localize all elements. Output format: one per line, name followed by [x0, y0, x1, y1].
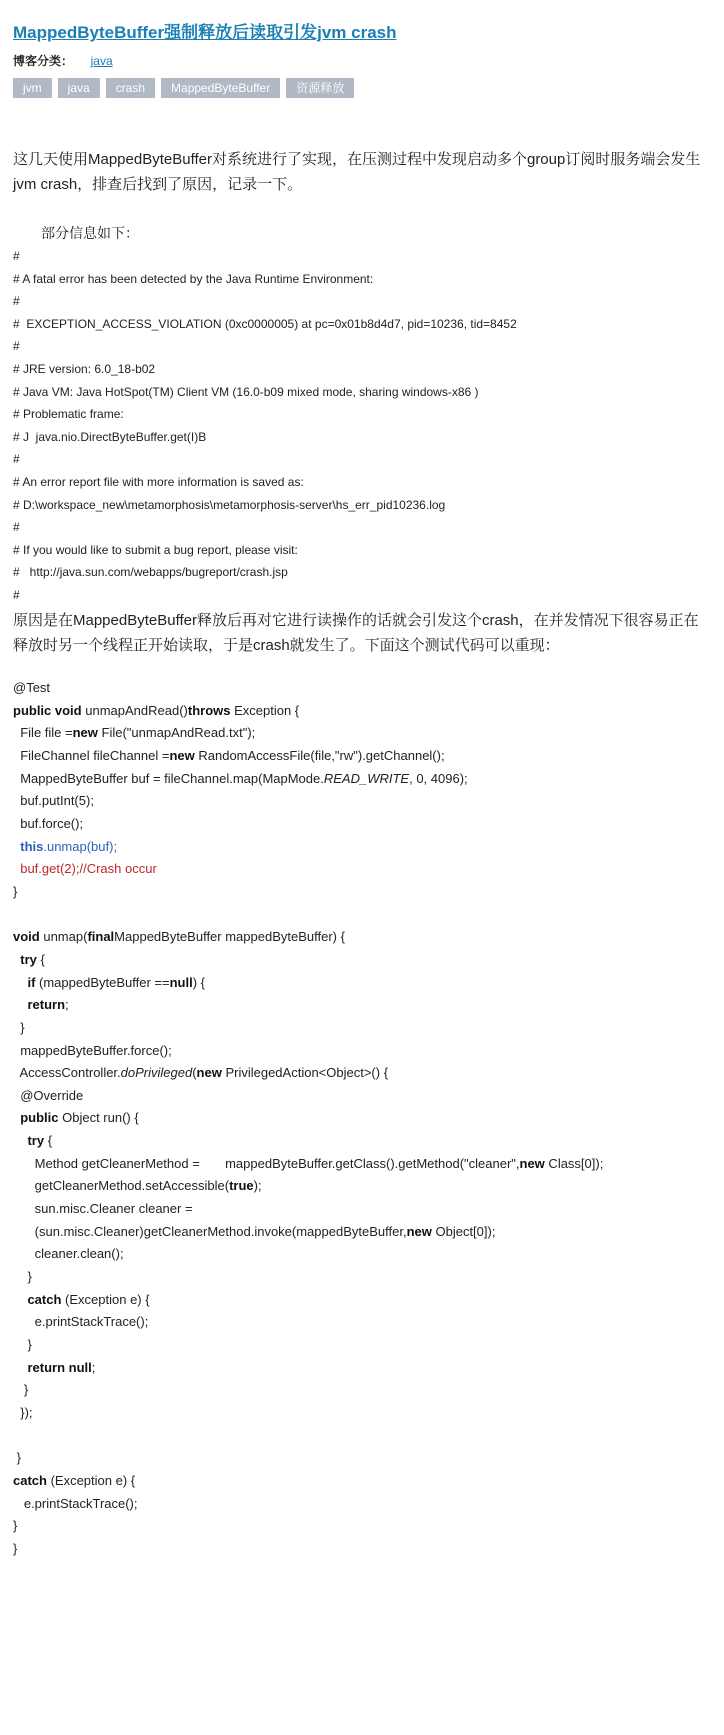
code-line: @Test: [13, 680, 51, 695]
tag-resource-release[interactable]: 资源释放: [286, 78, 354, 98]
code-line: try {: [20, 951, 45, 967]
log-line: #: [13, 339, 20, 354]
log-line: #: [13, 587, 20, 602]
code-line: }: [13, 883, 18, 899]
code-line: this.unmap(buf);: [20, 838, 118, 854]
code-line: AccessController.doPrivileged(new PrivilegedAction<Object>() {: [13, 1065, 389, 1081]
tag-list: [13, 78, 713, 98]
blog-post: [13, 22, 713, 1556]
code-line: }: [13, 1337, 32, 1353]
code-line: (sun.misc.Cleaner)getCleanerMethod.invoke(mappedByteBuffer,new Object[0]);: [13, 1223, 496, 1239]
code-line: }: [13, 1269, 32, 1285]
tag-java[interactable]: java: [58, 78, 100, 98]
code-line: buf.get(2);//Crash occur: [13, 861, 157, 877]
code-line: }: [13, 1382, 29, 1398]
code-line: try {: [27, 1133, 53, 1149]
code-line: if (mappedByteBuffer ==null) {: [27, 974, 205, 990]
log-line: # A fatal error has been detected by the Java Runtime Environment:: [13, 271, 374, 286]
code-block: [13, 677, 713, 1561]
log-line: #: [13, 452, 20, 467]
category-link[interactable]: java: [90, 54, 113, 68]
code-line: buf.force();: [13, 815, 84, 831]
log-line: # If you would like to submit a bug report, please visit:: [13, 542, 298, 557]
code-line: getCleanerMethod.setAccessible(true);: [13, 1178, 262, 1194]
category-row: [13, 52, 713, 70]
code-line: catch (Exception e) {: [13, 1472, 136, 1488]
log-line: # JRE version: 6.0_18-b02: [13, 361, 156, 376]
category-label: 博客分类：: [13, 54, 74, 68]
log-line: # J java.nio.DirectByteBuffer.get(I)B: [13, 429, 207, 444]
code-line: cleaner.clean();: [13, 1246, 124, 1262]
code-line-blank: [13, 904, 713, 927]
code-line: public void unmapAndRead()throws Exception {: [13, 702, 300, 718]
tag-crash[interactable]: crash: [106, 78, 155, 98]
log-line: # http://java.sun.com/webapps/bugreport/crash.jsp: [13, 565, 288, 580]
code-line: return null;: [27, 1359, 96, 1375]
crash-log: [13, 245, 713, 607]
log-line: # EXCEPTION_ACCESS_VIOLATION (0xc0000005) at pc=0x01b8d4d7, pid=10236, tid=8452: [13, 316, 517, 331]
code-line: }: [13, 1518, 18, 1534]
tag-mappedbytebuffer[interactable]: MappedByteBuffer: [161, 78, 280, 98]
log-line: #: [13, 249, 20, 263]
log-line: # Problematic frame:: [13, 407, 124, 422]
code-line: e.printStackTrace();: [13, 1495, 138, 1511]
log-line: #: [13, 294, 20, 309]
code-line: FileChannel fileChannel =new RandomAccessFile(file,"rw").getChannel();: [13, 747, 445, 763]
code-line: public Object run() {: [20, 1110, 139, 1126]
code-line: catch (Exception e) {: [27, 1291, 150, 1307]
log-line: # D:\workspace_new\metamorphosis\metamorphosis-server\hs_err_pid10236.log: [13, 497, 446, 512]
code-line: });: [13, 1405, 33, 1420]
code-line: File file =new File("unmapAndRead.txt");: [13, 725, 256, 741]
code-line: }: [13, 1540, 18, 1556]
code-line: sun.misc.Cleaner cleaner =: [13, 1201, 193, 1217]
code-line-blank: [13, 1425, 713, 1448]
info-heading: 部分信息如下：: [41, 225, 139, 241]
log-line: # Java VM: Java HotSpot(TM) Client VM (16.0-b09 mixed mode, sharing windows-x86 ): [13, 384, 479, 399]
code-line: MappedByteBuffer buf = fileChannel.map(MapMode.READ_WRITE, 0, 4096);: [13, 770, 468, 786]
code-line: Method getCleanerMethod = mappedByteBuffer.getClass().getMethod("cleaner",new Class[0]);: [13, 1155, 604, 1171]
code-line: e.printStackTrace();: [13, 1314, 149, 1330]
post-title[interactable]: MappedByteBuffer强制释放后读取引发jvm crash: [13, 23, 397, 42]
log-line: #: [13, 520, 20, 535]
code-line: }: [13, 1019, 25, 1035]
code-line: return;: [27, 997, 69, 1013]
code-line: void unmap(finalMappedByteBuffer mappedByteBuffer) {: [13, 929, 345, 945]
code-line: mappedByteBuffer.force();: [13, 1042, 172, 1058]
tag-jvm[interactable]: jvm: [13, 78, 52, 98]
code-line: buf.putInt(5);: [13, 793, 94, 809]
code-line: @Override: [13, 1087, 84, 1103]
cause-paragraph: 原因是在MappedByteBuffer释放后再对它进行读操作的话就会引发这个crash，在并发情况下很容易正在释放时另一个线程正开始读取，于是crash就发生了。下面这个测试代码可以重现：: [13, 612, 699, 654]
code-line: }: [13, 1450, 21, 1466]
intro-paragraph: 这几天使用MappedByteBuffer对系统进行了实现，在压测过程中发现启动多个group订阅时服务端会发生jvm crash，排查后找到了原因，记录一下。: [13, 151, 701, 193]
log-line: # An error report file with more information is saved as:: [13, 474, 304, 489]
